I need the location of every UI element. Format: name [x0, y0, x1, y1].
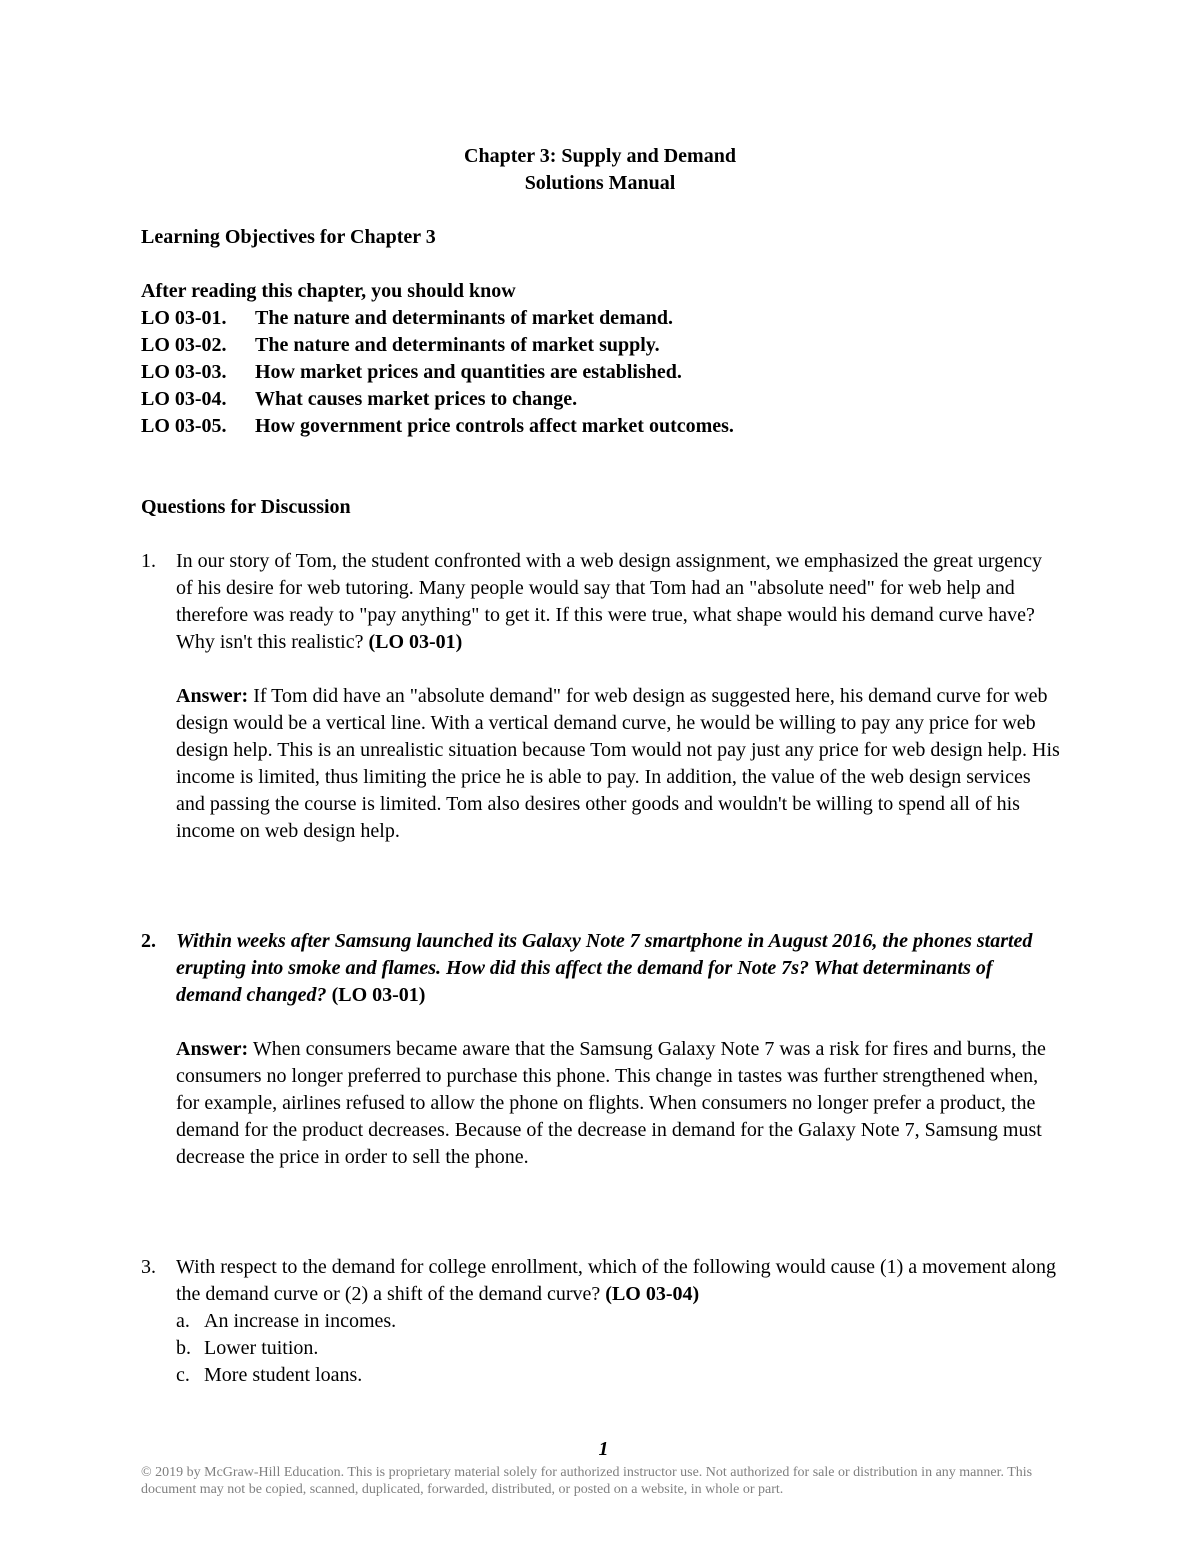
objective-text: What causes market prices to change. [255, 388, 578, 410]
option-letter: a. [176, 1310, 190, 1332]
option-item [176, 1362, 1061, 1389]
question-text: In our story of Tom, the student confronted with a web design assignment, we emphasized the great urgency of his desire for web tutoring. Many people would say that Tom had an "absolute need" for web help and therefore was ready to "pay anything" to get it. If this were true, what shape would his demand curve have? Why isn't this realistic? (LO 03-01) [176, 550, 1042, 653]
copyright-notice: © 2019 by McGraw-Hill Education. This is proprietary material solely for authorized instructor use. Not authorized for sale or distribution in any manner. This document may not be copied, scanned, duplicated, forwarded, distributed, or posted on a website, in whole or part. [141, 1465, 1033, 1497]
objective-item [141, 359, 1101, 386]
objective-item [141, 386, 1101, 413]
option-item [176, 1308, 1061, 1335]
objective-code: LO 03-04. [141, 388, 227, 410]
answer-text: If Tom did have an "absolute demand" for web design as suggested here, his demand curve for web design would be a vertical line. With a vertical demand curve, he would be willing to pay any price for web design help. This is an unrealistic situation because Tom would not pay just any price for web design help. His income is limited, thus limiting the price he is able to pay. In addition, the value of the web design services and passing the course is limited. Tom also desires other goods and wouldn't be willing to spend all of his income on web design help. [176, 685, 1060, 842]
option-list [176, 1308, 1061, 1389]
question-text: With respect to the demand for college enrollment, which of the following would cause (1) a movement along the demand curve or (2) a shift of the demand curve? (LO 03-04) [176, 1256, 1057, 1305]
option-item [176, 1335, 1061, 1362]
title-line-1: Chapter 3: Supply and Demand [464, 145, 736, 167]
answer-text: When consumers became aware that the Samsung Galaxy Note 7 was a risk for fires and burns, the consumers no longer preferred to purchase this phone. This change in tastes was further strengthened when, for example, airlines refused to allow the phone on flights. When consumers no longer prefer a product, the demand for the product decreases. Because of the decrease in demand for the Galaxy Note 7, Samsung must decrease the price in order to sell the phone. [176, 1038, 1046, 1168]
question-number: 2. [141, 930, 156, 952]
lo-tag: (LO 03-01) [326, 984, 426, 1006]
objective-item [141, 413, 1101, 440]
learning-objectives [141, 224, 1101, 440]
objectives-heading: Learning Objectives for Chapter 3 [141, 226, 436, 248]
option-letter: b. [176, 1337, 191, 1359]
discussion-heading: Questions for Discussion [141, 496, 351, 518]
objective-item [141, 332, 1101, 359]
option-text: An increase in incomes. [204, 1310, 397, 1332]
objectives-intro: After reading this chapter, you should know [141, 280, 516, 302]
objective-text: How government price controls affect market outcomes. [255, 415, 734, 437]
question-2 [141, 928, 1061, 1171]
answer-label: Answer: [176, 685, 249, 707]
document-title [0, 143, 1200, 197]
objective-text: The nature and determinants of market demand. [255, 307, 673, 329]
answer [176, 1036, 1061, 1171]
question-number: 3. [141, 1256, 156, 1278]
objective-code: LO 03-05. [141, 415, 227, 437]
lo-tag: (LO 03-01) [368, 631, 463, 653]
question-text: Within weeks after Samsung launched its Galaxy Note 7 smartphone in August 2016, the phones started erupting into smoke and flames. How did this affect the demand for Note 7s? What determinants of demand changed? (LO 03-01) [176, 930, 1033, 1006]
answer [176, 683, 1061, 845]
question-1 [141, 548, 1061, 845]
question-3 [141, 1254, 1061, 1389]
objective-item [141, 305, 1101, 332]
answer-label: Answer: [176, 1038, 249, 1060]
objective-code: LO 03-03. [141, 361, 227, 383]
objective-text: How market prices and quantities are established. [255, 361, 682, 383]
page-footer [141, 1437, 1066, 1498]
lo-tag: (LO 03-04) [605, 1283, 700, 1305]
title-line-2: Solutions Manual [524, 172, 676, 194]
option-letter: c. [176, 1364, 190, 1386]
option-text: More student loans. [204, 1364, 363, 1386]
option-text: Lower tuition. [204, 1337, 319, 1359]
objective-code: LO 03-01. [141, 307, 227, 329]
objective-text: The nature and determinants of market supply. [255, 334, 660, 356]
objective-code: LO 03-02. [141, 334, 227, 356]
page-number: 1 [598, 1438, 609, 1460]
question-number: 1. [141, 550, 156, 572]
